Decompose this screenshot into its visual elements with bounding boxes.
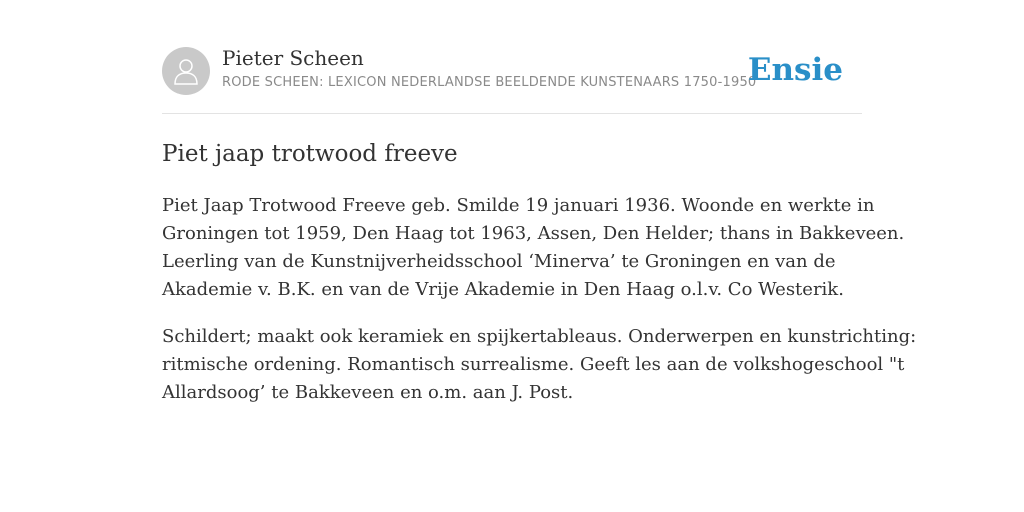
article-paragraph xyxy=(162,192,905,304)
paragraph-line: Schildert; maakt ook keramiek en spijkertableaus. Onderwerpen en kunstrichting: xyxy=(162,326,917,347)
author-name[interactable]: Pieter Scheen xyxy=(222,46,364,70)
avatar[interactable] xyxy=(162,47,210,95)
article-title: Piet jaap trotwood freeve xyxy=(162,141,458,167)
source-title[interactable]: RODE SCHEEN: LEXICON NEDERLANDSE BEELDENDE KUNSTENAARS 1750-1950 xyxy=(222,75,757,90)
brand-logo[interactable]: Ensie xyxy=(747,52,843,88)
article-paragraph xyxy=(162,323,917,407)
author-header xyxy=(162,46,862,114)
paragraph-line: ritmische ordening. Romantisch surrealisme. Geeft les aan de volkshogeschool "t xyxy=(162,354,905,375)
paragraph-line: Leerling van de Kunstnijverheidsschool ‘Minerva’ te Groningen en van de xyxy=(162,251,836,272)
user-avatar-icon xyxy=(173,57,199,85)
paragraph-line: Allardsoog’ te Bakkeveen en o.m. aan J. Post. xyxy=(162,382,574,403)
paragraph-line: Piet Jaap Trotwood Freeve geb. Smilde 19 januari 1936. Woonde en werkte in xyxy=(162,195,875,216)
paragraph-line: Groningen tot 1959, Den Haag tot 1963, Assen, Den Helder; thans in Bakkeveen. xyxy=(162,223,905,244)
content xyxy=(162,46,917,407)
paragraph-line: Akademie v. B.K. en van de Vrije Akademie in Den Haag o.l.v. Co Westerik. xyxy=(162,279,844,300)
